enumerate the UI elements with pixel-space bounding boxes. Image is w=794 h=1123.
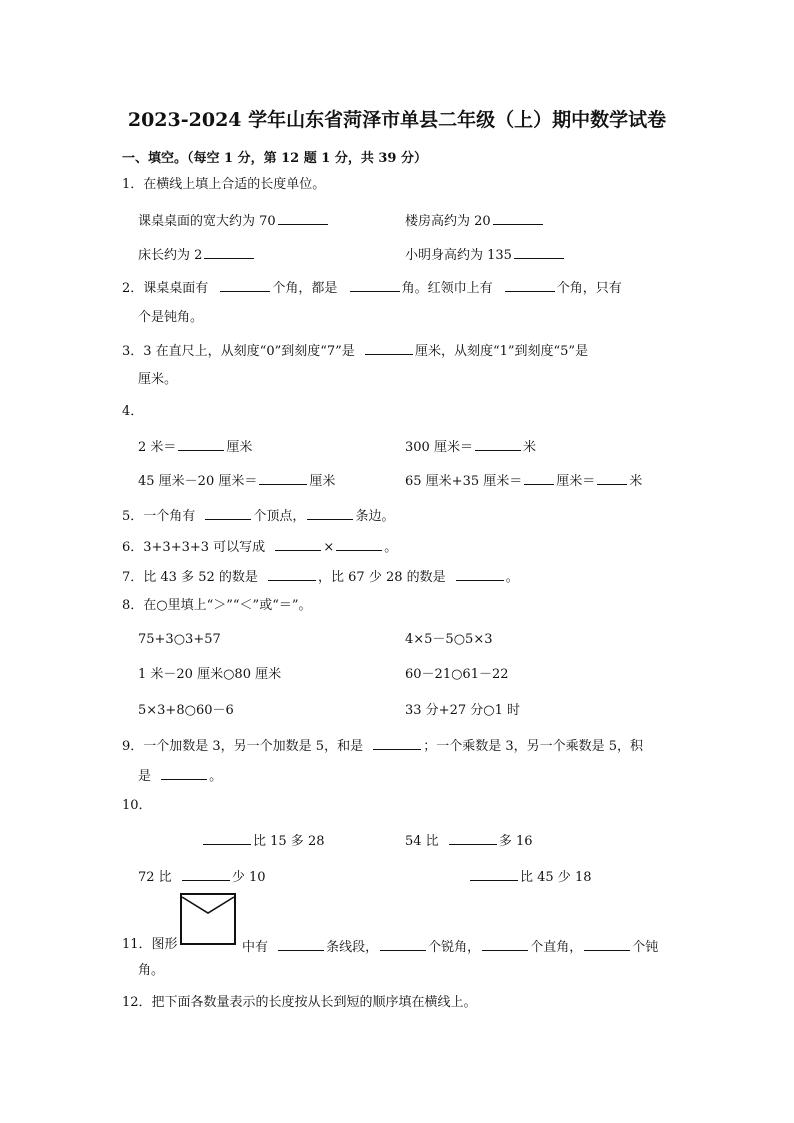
question-8-item-d: 60－21○61－22	[405, 667, 509, 682]
envelope-figure-icon	[180, 893, 236, 945]
question-4-item-d	[405, 470, 642, 491]
question-4-item-b-text-1: 300 厘米＝	[405, 440, 473, 455]
question-4-item-a-text-1: 2 米＝	[138, 440, 177, 455]
question-10-item-d-text: 比 45 少 18	[520, 870, 592, 885]
question-9-line-2-text-2: 。	[209, 769, 223, 784]
answer-blank[interactable]	[493, 210, 543, 225]
question-6-text-2: ×	[323, 540, 335, 555]
question-4-item-a-text-2: 厘米	[226, 440, 253, 455]
question-11-text-4: 个锐角，	[428, 940, 481, 955]
question-11-text-5: 个直角，	[530, 940, 583, 955]
question-10-item-d	[468, 866, 591, 887]
answer-blank[interactable]	[178, 436, 224, 451]
question-2-text-2: 个角，都是	[272, 281, 338, 296]
question-4-item-d-text-3: 米	[629, 474, 643, 489]
question-8-stem: 8．在○里填上“＞”“＜”或“＝”。	[122, 598, 312, 613]
page-title: 2023-2024 学年山东省菏泽市单县二年级（上）期中数学试卷	[127, 109, 667, 131]
question-11-text-2: 中有	[242, 940, 269, 955]
question-3	[122, 340, 588, 361]
question-1-item-a-text: 课桌桌面的宽大约为 70	[138, 214, 276, 229]
question-3-text-2: 厘米，从刻度“1”到刻度“5”是	[414, 344, 589, 359]
question-2-text-1: 2．课桌桌面有	[122, 281, 209, 296]
question-3-line-2: 厘米。	[138, 372, 178, 387]
question-1-item-a	[138, 210, 330, 231]
answer-blank[interactable]	[449, 830, 497, 845]
answer-blank[interactable]	[365, 340, 413, 355]
question-4-number: 4．	[122, 404, 144, 419]
question-9-text-1: 9．一个加数是 3，另一个加数是 5，和是	[122, 739, 364, 754]
question-7-text-3: 。	[505, 570, 519, 585]
answer-blank[interactable]	[203, 830, 251, 845]
question-8-item-a: 75+3○3+57	[138, 632, 221, 647]
question-2-line-2: 个是钝角。	[138, 310, 204, 325]
question-1-item-d	[405, 244, 566, 265]
answer-blank[interactable]	[268, 566, 316, 581]
question-8-item-c: 1 米－20 厘米○80 厘米	[138, 667, 282, 682]
answer-blank[interactable]	[205, 505, 251, 520]
answer-blank[interactable]	[275, 536, 321, 551]
answer-blank[interactable]	[278, 210, 328, 225]
question-1-stem: 1．在横线上填上合适的长度单位。	[122, 177, 326, 192]
question-4-item-c-text-2: 厘米	[309, 474, 336, 489]
question-3-text-1: 3．3 在直尺上，从刻度“0”到刻度“7”是	[122, 344, 355, 359]
question-7-text-2: ，比 67 少 28 的数是	[318, 570, 446, 585]
question-10-item-c-text-1: 72 比	[138, 870, 172, 885]
answer-blank[interactable]	[505, 277, 555, 292]
section-heading: 一、填空。（每空 1 分，第 12 题 1 分，共 39 分）	[122, 151, 427, 166]
answer-blank[interactable]	[336, 536, 382, 551]
question-8-item-f: 33 分+27 分○1 时	[405, 703, 520, 718]
question-2	[122, 277, 622, 298]
question-1-item-c-text: 床长约为 2	[138, 248, 203, 263]
question-10-item-a-text: 比 15 多 28	[253, 834, 325, 849]
answer-blank[interactable]	[182, 866, 230, 881]
question-10-item-b	[405, 830, 533, 851]
question-4-item-d-text-2: 厘米＝	[556, 474, 596, 489]
question-2-text-4: 个角，只有	[556, 281, 622, 296]
question-9	[122, 735, 643, 756]
question-10-item-a	[201, 830, 324, 851]
answer-blank[interactable]	[584, 936, 630, 951]
question-5-text-1: 5．一个角有	[122, 509, 196, 524]
answer-blank[interactable]	[220, 277, 270, 292]
answer-blank[interactable]	[259, 470, 307, 485]
question-4-item-c-text-1: 45 厘米－20 厘米＝	[138, 474, 258, 489]
question-1-item-c	[138, 244, 256, 265]
answer-blank[interactable]	[482, 936, 528, 951]
answer-blank[interactable]	[278, 936, 324, 951]
answer-blank[interactable]	[204, 244, 254, 259]
answer-blank[interactable]	[307, 505, 353, 520]
question-1-item-b-text: 楼房高约为 20	[405, 214, 491, 229]
question-5	[122, 505, 394, 526]
answer-blank[interactable]	[514, 244, 564, 259]
question-2-text-3: 角。红领巾上有	[401, 281, 493, 296]
question-11-text-6: 个钝	[632, 940, 659, 955]
question-9-text-2: ；一个乘数是 3，另一个乘数是 5，积	[423, 739, 644, 754]
question-6	[122, 536, 397, 557]
question-8-item-b: 4×5－5○5×3	[405, 632, 493, 647]
answer-blank[interactable]	[597, 470, 627, 485]
question-11	[242, 936, 658, 957]
question-1-item-d-text: 小明身高约为 135	[405, 248, 512, 263]
question-5-text-2: 个顶点，	[253, 509, 306, 524]
answer-blank[interactable]	[380, 936, 426, 951]
answer-blank[interactable]	[373, 735, 421, 750]
question-10-item-b-text-2: 多 16	[498, 834, 533, 849]
answer-blank[interactable]	[350, 277, 400, 292]
question-10-item-b-text-1: 54 比	[405, 834, 439, 849]
question-8-item-e: 5×3+8○60－6	[138, 703, 234, 718]
question-4-item-b	[405, 436, 536, 457]
answer-blank[interactable]	[475, 436, 521, 451]
question-9-line-2	[138, 765, 222, 786]
question-6-text-3: 。	[384, 540, 398, 555]
answer-blank[interactable]	[456, 566, 504, 581]
question-7-text-1: 7．比 43 多 52 的数是	[122, 570, 258, 585]
question-7	[122, 566, 519, 587]
question-4-item-b-text-2: 米	[522, 440, 536, 455]
question-4-item-d-text-1: 65 厘米+35 厘米＝	[405, 474, 523, 489]
question-1-item-b	[405, 210, 545, 231]
question-6-text-1: 6．3+3+3+3 可以写成	[122, 540, 266, 555]
question-11-line-2: 角。	[138, 963, 165, 978]
answer-blank[interactable]	[524, 470, 554, 485]
question-4-item-a	[138, 436, 252, 457]
answer-blank[interactable]	[161, 765, 207, 780]
question-11-text-1: 11．图形	[122, 937, 178, 952]
question-10-item-c-text-2: 少 10	[231, 870, 266, 885]
question-12-stem: 12．把下面各数量表示的长度按从长到短的顺序填在横线上。	[122, 995, 477, 1010]
question-5-text-3: 条边。	[355, 509, 395, 524]
question-11-text-3: 条线段，	[326, 940, 379, 955]
answer-blank[interactable]	[470, 866, 518, 881]
question-9-line-2-text-1: 是	[138, 769, 152, 784]
question-10-number: 10．	[122, 798, 152, 813]
question-10-item-c	[138, 866, 266, 887]
question-4-item-c	[138, 470, 335, 491]
